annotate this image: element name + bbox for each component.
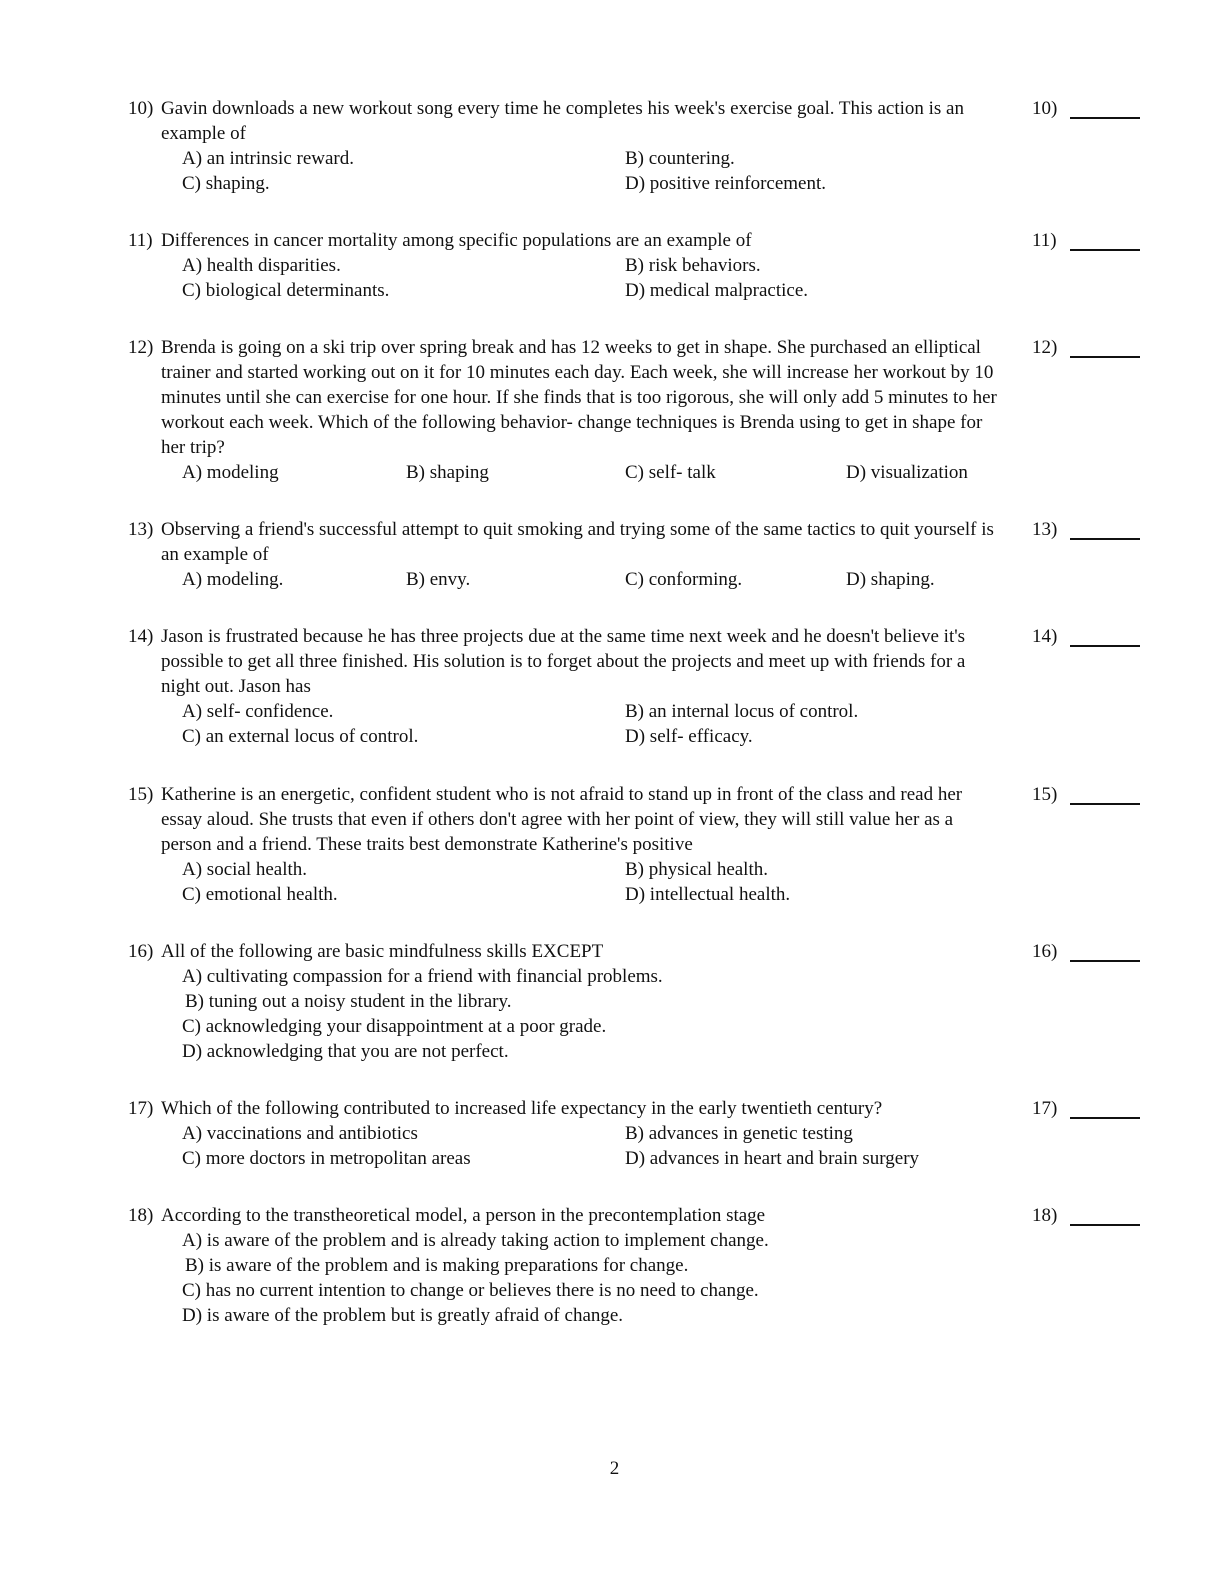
question-stem: Differences in cancer mortality among specific populations are an example of: [161, 230, 752, 251]
question-number: 15): [128, 784, 154, 805]
option-d[interactable]: D) is aware of the problem but is greatly afraid of change.: [182, 1305, 624, 1326]
answer-blank[interactable]: [1070, 1117, 1140, 1119]
page-number: 2: [609, 1458, 620, 1479]
question-17: [128, 1096, 1148, 1171]
answer-blank[interactable]: [1070, 645, 1140, 647]
option-c[interactable]: C) acknowledging your disappointment at a poor grade.: [182, 1016, 607, 1037]
question-15: [128, 782, 1148, 907]
answer-blank[interactable]: [1070, 249, 1140, 251]
answer-options: [182, 1228, 1148, 1328]
answer-options: [182, 253, 1148, 303]
option-b[interactable]: B) physical health.: [625, 859, 768, 880]
option-a[interactable]: A) modeling: [182, 462, 279, 483]
option-a[interactable]: A) modeling.: [182, 569, 284, 590]
question-number: 18): [128, 1205, 154, 1226]
option-d[interactable]: D) shaping.: [846, 569, 935, 590]
option-c[interactable]: C) emotional health.: [182, 884, 338, 905]
question-number: 11): [128, 230, 153, 251]
option-b[interactable]: B) advances in genetic testing: [625, 1123, 853, 1144]
question-number: 17): [128, 1098, 154, 1119]
answer-options: [182, 567, 1148, 592]
answer-number: 14): [1032, 626, 1058, 647]
question-11: [128, 228, 1148, 303]
option-c[interactable]: C) conforming.: [625, 569, 743, 590]
answer-number: 12): [1032, 337, 1058, 358]
answer-options: [182, 460, 1148, 485]
option-d[interactable]: D) acknowledging that you are not perfect.: [182, 1041, 509, 1062]
answer-number: 16): [1032, 941, 1058, 962]
option-b[interactable]: B) shaping: [406, 462, 489, 483]
answer-options: [182, 699, 1148, 749]
option-b[interactable]: B) an internal locus of control.: [625, 701, 859, 722]
answer-number: 15): [1032, 784, 1058, 805]
answer-blank[interactable]: [1070, 117, 1140, 119]
option-a[interactable]: A) social health.: [182, 859, 308, 880]
option-a[interactable]: A) an intrinsic reward.: [182, 148, 354, 169]
option-d[interactable]: D) positive reinforcement.: [625, 173, 827, 194]
question-stem: Katherine is an energetic, confident student who is not afraid to stand up in front of the class and read her essay aloud. She trusts that even if others don't agree with her point of view, they will still value her as a person and a friend. These traits best demonstrate Katherine's positive: [161, 784, 963, 855]
question-14: [128, 624, 1148, 749]
option-a[interactable]: A) vaccinations and antibiotics: [182, 1123, 418, 1144]
question-16: [128, 939, 1148, 1064]
option-a[interactable]: A) cultivating compassion for a friend with financial problems.: [182, 966, 663, 987]
option-d[interactable]: D) visualization: [846, 462, 968, 483]
question-12: [128, 335, 1148, 485]
option-b[interactable]: B) envy.: [406, 569, 471, 590]
option-c[interactable]: C) self- talk: [625, 462, 716, 483]
question-number: 10): [128, 98, 154, 119]
answer-options: [182, 146, 1148, 196]
option-c[interactable]: C) shaping.: [182, 173, 270, 194]
option-c[interactable]: C) biological determinants.: [182, 280, 390, 301]
answer-options: [182, 964, 1148, 1064]
answer-blank[interactable]: [1070, 960, 1140, 962]
answer-options: [182, 857, 1148, 907]
answer-number: 17): [1032, 1098, 1058, 1119]
answer-number: 13): [1032, 519, 1058, 540]
answer-number: 18): [1032, 1205, 1058, 1226]
option-c[interactable]: C) more doctors in metropolitan areas: [182, 1148, 471, 1169]
option-b[interactable]: B) risk behaviors.: [625, 255, 761, 276]
option-b[interactable]: B) countering.: [625, 148, 735, 169]
option-d[interactable]: D) advances in heart and brain surgery: [625, 1148, 920, 1169]
answer-number: 11): [1032, 230, 1057, 251]
question-number: 14): [128, 626, 154, 647]
answer-blank[interactable]: [1070, 356, 1140, 358]
option-c[interactable]: C) an external locus of control.: [182, 726, 419, 747]
question-number: 13): [128, 519, 154, 540]
question-18: [128, 1203, 1148, 1328]
answer-blank[interactable]: [1070, 803, 1140, 805]
answer-blank[interactable]: [1070, 538, 1140, 540]
question-number: 12): [128, 337, 154, 358]
option-a[interactable]: A) health disparities.: [182, 255, 341, 276]
question-stem: Gavin downloads a new workout song every time he completes his week's exercise goal. This action is an example of: [161, 98, 964, 144]
option-b[interactable]: B) is aware of the problem and is making preparations for change.: [185, 1255, 689, 1276]
option-a[interactable]: A) self- confidence.: [182, 701, 334, 722]
question-13: [128, 517, 1148, 592]
question-10: [128, 96, 1148, 196]
option-d[interactable]: D) self- efficacy.: [625, 726, 753, 747]
question-stem: All of the following are basic mindfulness skills EXCEPT: [161, 941, 604, 962]
answer-number: 10): [1032, 98, 1058, 119]
option-c[interactable]: C) has no current intention to change or believes there is no need to change.: [182, 1280, 759, 1301]
answer-options: [182, 1121, 1148, 1171]
answer-blank[interactable]: [1070, 1224, 1140, 1226]
question-stem: Brenda is going on a ski trip over spring break and has 12 weeks to get in shape. She purchased an elliptical trainer and started working out on it for 10 minutes each day. Each week, she will increase her workout by 10 minutes until she can exercise for one hour. If she finds that is too rigorous, she will only add 5 minutes to her workout each week. Which of the following behavior- change techniques is Brenda using to get in shape for her trip?: [161, 337, 997, 458]
option-d[interactable]: D) intellectual health.: [625, 884, 791, 905]
question-number: 16): [128, 941, 154, 962]
option-b[interactable]: B) tuning out a noisy student in the library.: [185, 991, 512, 1012]
option-a[interactable]: A) is aware of the problem and is already taking action to implement change.: [182, 1230, 769, 1251]
question-stem: Jason is frustrated because he has three projects due at the same time next week and he doesn't believe it's possible to get all three finished. His solution is to forget about the projects and meet up with friends for a night out. Jason has: [161, 626, 966, 697]
question-stem: Which of the following contributed to increased life expectancy in the early twentieth century?: [161, 1098, 883, 1119]
question-stem: According to the transtheoretical model, a person in the precontemplation stage: [161, 1205, 766, 1226]
question-stem: Observing a friend's successful attempt to quit smoking and trying some of the same tactics to quit yourself is an example of: [161, 519, 994, 565]
option-d[interactable]: D) medical malpractice.: [625, 280, 809, 301]
